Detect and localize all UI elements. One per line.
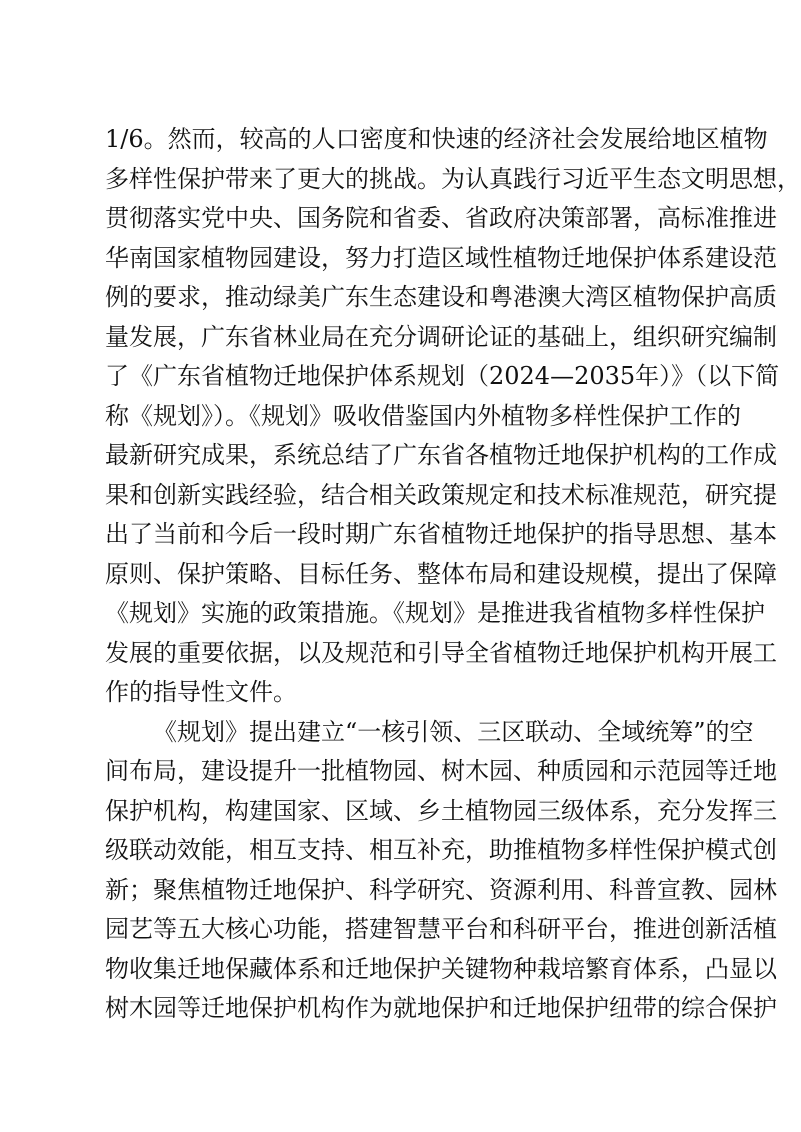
text-line: 保护机构，构建国家、区域、乡土植物园三级体系，充分发挥三: [105, 796, 777, 825]
text-line: 新；聚焦植物迁地保护、科学研究、资源利用、科普宣教、园林: [105, 875, 777, 904]
text-line: 作的指导性文件。: [105, 678, 297, 706]
text-line: 例的要求，推动绿美广东生态建设和粤港澳大湾区植物保护高质: [105, 283, 777, 311]
text-line: 级联动效能，相互支持、相互补充，助推植物多样性保护模式创: [105, 836, 777, 864]
text-line: 物收集迁地保藏体系和迁地保护关键物种栽培繁育体系，凸显以: [105, 954, 777, 983]
text-line: 1/6。然而，较高的人口密度和快速的经济社会发展给地区植物: [105, 125, 768, 153]
text-line: 间布局，建设提升一批植物园、树木园、种质园和示范园等迁地: [105, 757, 777, 785]
text-line: 最新研究成果，系统总结了广东省各植物迁地保护机构的工作成: [105, 441, 777, 469]
text-line: 了《广东省植物迁地保护体系规划（2024—2035年）》（以下简: [105, 362, 780, 390]
text-line: 华南国家植物园建设，努力打造区域性植物迁地保护体系建设范: [105, 243, 777, 272]
text-line: 贯彻落实党中央、国务院和省委、省政府决策部署，高标准推进: [105, 204, 777, 232]
text-line: 多样性保护带来了更大的挑战。为认真践行习近平生态文明思想，: [105, 164, 801, 193]
text-line: 量发展，广东省林业局在充分调研论证的基础上，组织研究编制: [105, 322, 777, 351]
text-line: 果和创新实践经验，结合相关政策规定和技术标准规范，研究提: [105, 480, 777, 509]
paragraph-1: [105, 120, 801, 713]
document-page: [105, 120, 801, 1029]
text-line: 树木园等迁地保护机构作为就地保护和迁地保护纽带的综合保护: [105, 994, 777, 1022]
text-line: 发展的重要依据，以及规范和引导全省植物迁地保护机构开展工: [105, 638, 777, 667]
text-line: 《规划》提出建立“一核引领、三区联动、全域统筹”的空: [153, 717, 754, 746]
text-line: 原则、保护策略、目标任务、整体布局和建设规模，提出了保障: [105, 559, 777, 588]
paragraph-2: [105, 713, 777, 1029]
text-line: 《规划》实施的政策措施。《规划》是推进我省植物多样性保护: [105, 599, 765, 627]
text-line: 园艺等五大核心功能，搭建智慧平台和科研平台，推进创新活植: [105, 915, 777, 943]
text-line: 出了当前和今后一段时期广东省植物迁地保护的指导思想、基本: [105, 520, 777, 548]
text-line: 称《规划》）。《规划》吸收借鉴国内外植物多样性保护工作的: [105, 401, 741, 430]
